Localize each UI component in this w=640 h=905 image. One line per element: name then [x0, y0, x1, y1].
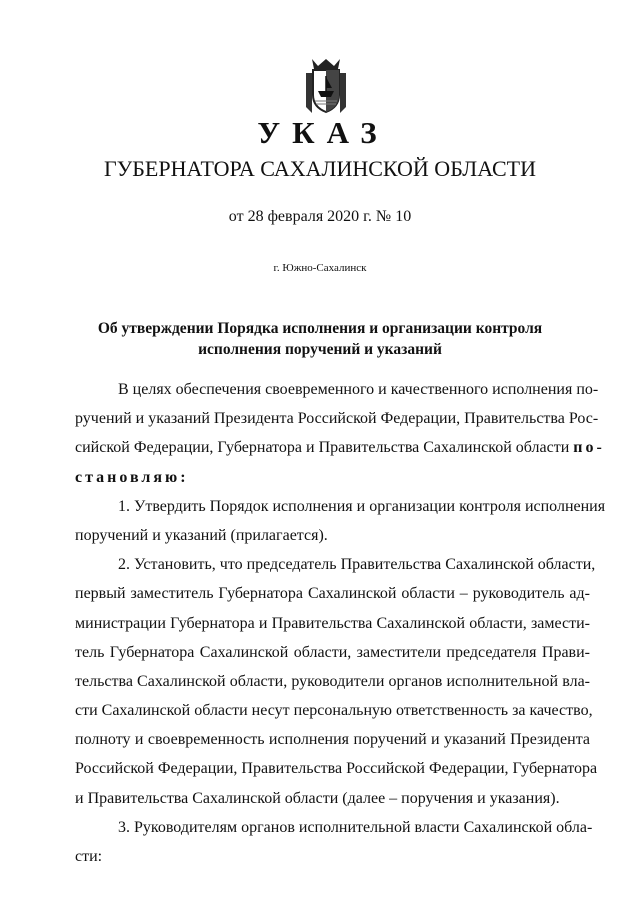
preamble-line: сийской Федерации, Губернатора и Правительства Сахалинской области: [75, 439, 570, 457]
decree-word-line: [75, 463, 590, 492]
decree-body: [75, 375, 606, 871]
issue-city: г. Южно-Сахалинск: [273, 262, 367, 274]
decree-word-end: становляю:: [75, 468, 189, 486]
item2-line: тельства Сахалинской области, руководители органов исполнительной вла-: [75, 672, 590, 690]
item3-line: сти:: [75, 848, 103, 865]
item2-line: Российской Федерации, Правительства Российской Федерации, Губернатора: [75, 760, 598, 778]
item2-line: полноту и своевременность исполнения поручений и указаний Президента: [75, 731, 590, 749]
item1-line: поручений и указаний (прилагается).: [75, 526, 328, 544]
item1-line: 1. Утвердить Порядок исполнения и организации контроля исполнения: [118, 497, 606, 515]
item2-line: тель Губернатора Сахалинской области, заместители председателя Прави-: [75, 643, 590, 661]
heading-line: исполнения поручений и указаний: [198, 341, 442, 358]
heading-line: Об утверждении Порядка исполнения и организации контроля: [97, 320, 543, 337]
decree-date-number: от 28 февраля 2020 г. № 10: [228, 208, 412, 225]
item2-line: 2. Установить, что председатель Правительства Сахалинской области,: [118, 556, 596, 574]
decree-title: УКАЗ: [257, 115, 389, 150]
sakhalin-coat-of-arms-icon: [300, 57, 352, 117]
decree-heading: [70, 318, 570, 360]
preamble-line: В целях обеспечения своевременного и качественного исполнения по-: [118, 381, 599, 398]
item2-line: и Правительства Сахалинской области (далее – поручения и указания).: [75, 789, 560, 807]
preamble-line-with-decree-word: [75, 433, 605, 462]
issuer-title: ГУБЕРНАТОРА САХАЛИНСКОЙ ОБЛАСТИ: [104, 156, 536, 181]
item2-line: министрации Губернатора и Правительства Сахалинской области, замести-: [75, 614, 590, 632]
decree-word-start: по-: [573, 439, 605, 457]
item2-line: сти Сахалинской области несут персональную ответственность за качество,: [75, 702, 593, 720]
item3-line: 3. Руководителям органов исполнительной власти Сахалинской обла-: [118, 818, 593, 836]
item2-line: первый заместитель Губернатора Сахалинской области – руководитель ад-: [75, 585, 590, 603]
preamble-line: ручений и указаний Президента Российской Федерации, Правительства Рос-: [75, 410, 599, 428]
